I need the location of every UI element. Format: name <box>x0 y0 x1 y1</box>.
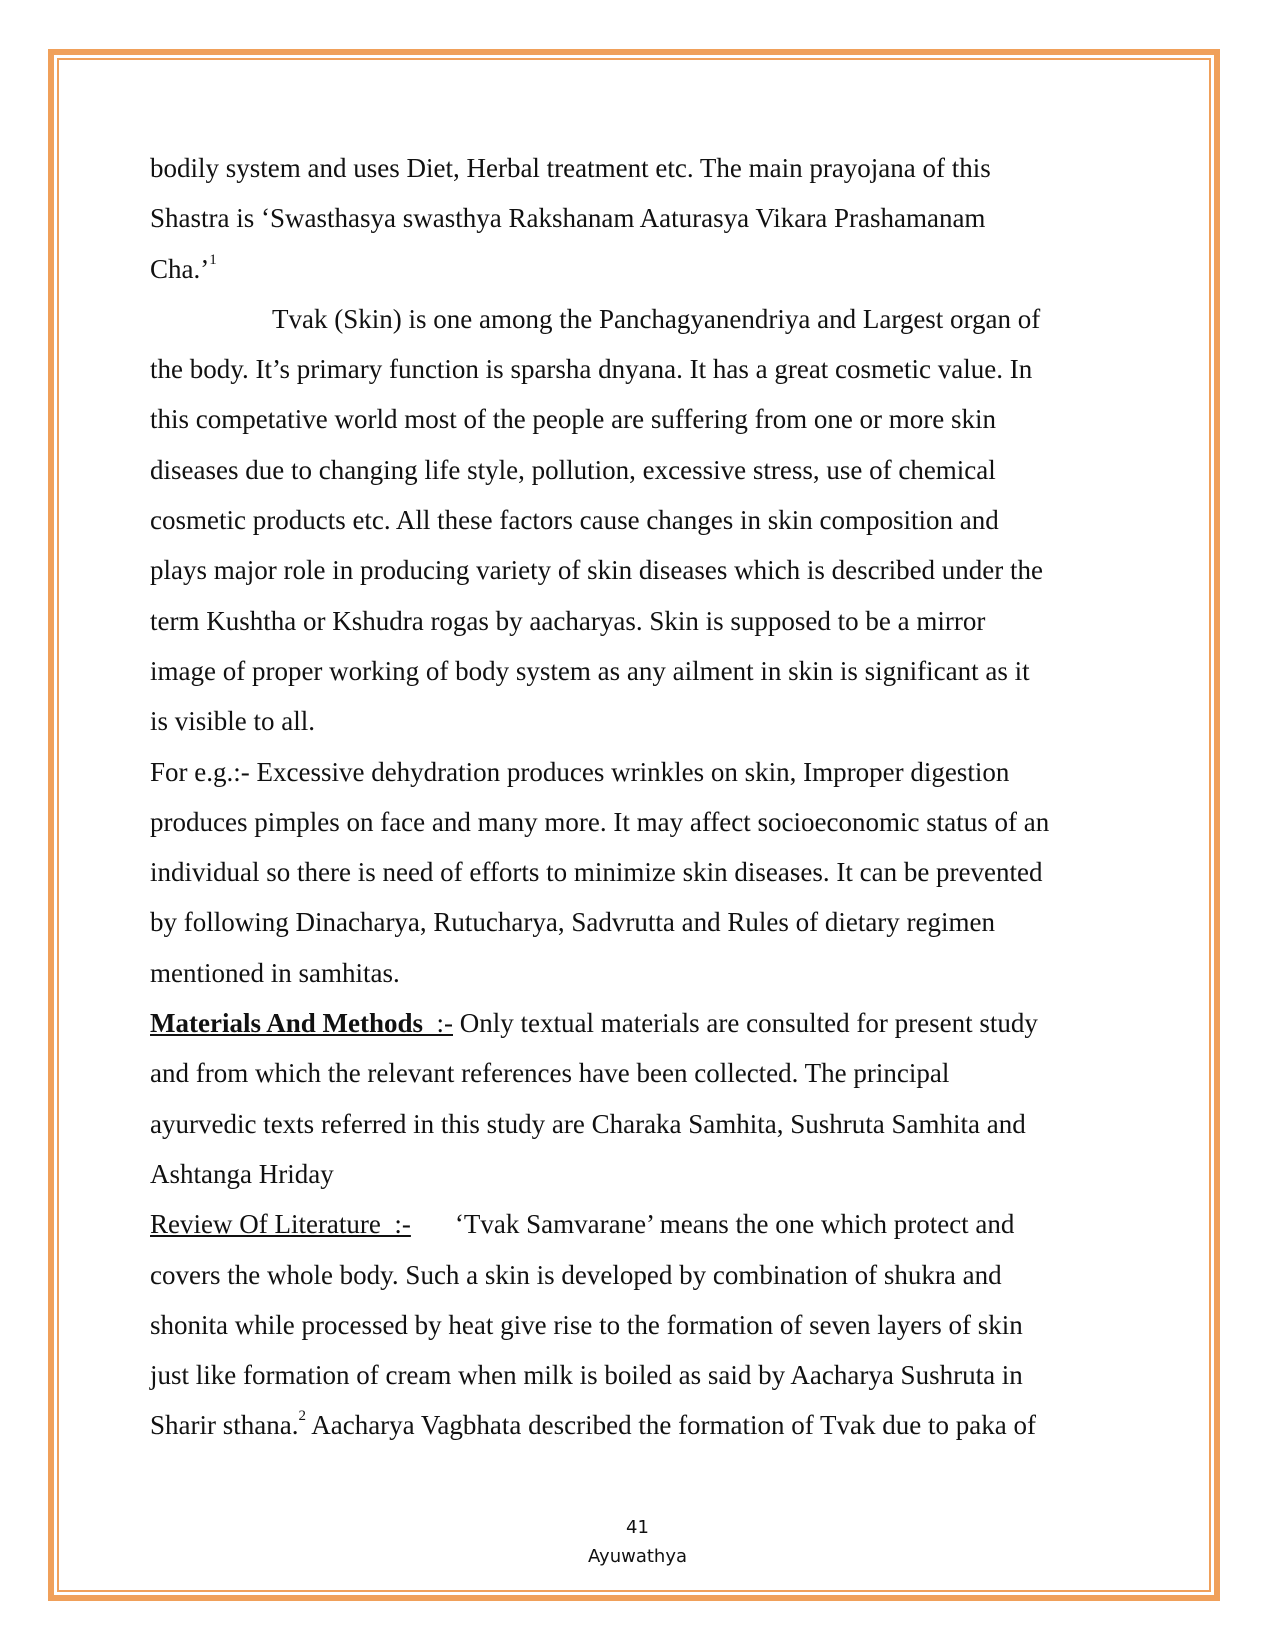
body-line <box>150 1199 1130 1249</box>
body-line: and from which the relevant references have been collected. The principal <box>150 1058 950 1089</box>
body-text: Cha.’ <box>150 253 210 284</box>
body-line: mentioned in samhitas. <box>150 957 400 988</box>
body-text: Aacharya Vagbhata described the formation of Tvak due to paka of <box>305 1410 1036 1441</box>
body-line: For e.g.:- Excessive dehydration produces wrinkles on skin, Improper digestion <box>150 756 1010 787</box>
document-body <box>150 143 1130 1451</box>
body-line: the body. It’s primary function is sparsha dnyana. It has a great cosmetic value. In <box>150 354 1033 385</box>
body-line <box>150 1400 1130 1450</box>
heading-suffix: :- <box>423 1008 453 1039</box>
review-literature-heading: Review Of Literature :- <box>150 1209 411 1240</box>
body-line <box>150 998 1130 1048</box>
body-line: plays major role in producing variety of skin diseases which is described under the <box>150 555 1044 586</box>
body-line <box>150 244 1130 294</box>
page-number: 41 <box>626 1517 649 1538</box>
body-line: Ashtanga Hriday <box>150 1158 334 1189</box>
body-line: bodily system and uses Diet, Herbal treatment etc. The main prayojana of this <box>150 153 991 183</box>
body-line: ayurvedic texts referred in this study are Charaka Samhita, Sushruta Samhita and <box>150 1108 1026 1139</box>
heading-text: Materials And Methods <box>150 1008 423 1039</box>
footnote-ref: 1 <box>209 251 217 268</box>
body-line: image of proper working of body system as any ailment in skin is significant as it <box>150 655 1030 686</box>
paragraph-first-line: Tvak (Skin) is one among the Panchagyanendriya and Largest organ of <box>272 303 1041 334</box>
body-line: is visible to all. <box>150 706 315 737</box>
body-line: just like formation of cream when milk is boiled as said by Aacharya Sushruta in <box>150 1360 1023 1391</box>
body-text: Sharir sthana. <box>150 1410 299 1441</box>
body-line: covers the whole body. Such a skin is developed by combination of shukra and <box>150 1259 1002 1290</box>
body-text: Only textual materials are consulted for present study <box>453 1008 1038 1039</box>
journal-name: Ayuwathya <box>587 1546 688 1567</box>
body-line: individual so there is need of efforts to minimize skin diseases. It can be prevented <box>150 857 1043 888</box>
body-line: this competative world most of the people are suffering from one or more skin <box>150 404 997 435</box>
body-line: cosmetic products etc. All these factors cause changes in skin composition and <box>150 505 999 536</box>
footnote-ref: 2 <box>298 1408 306 1425</box>
body-line: Shastra is ‘Swasthasya swasthya Rakshanam Aaturasya Vikara Prashamanam <box>150 203 986 234</box>
body-line: shonita while processed by heat give rise to the formation of seven layers of skin <box>150 1309 1023 1340</box>
materials-methods-heading <box>150 1008 453 1038</box>
body-line: produces pimples on face and many more. It may affect socioeconomic status of an <box>150 806 1050 837</box>
body-text: ‘Tvak Samvarane’ means the one which protect and <box>454 1209 1015 1240</box>
body-line: by following Dinacharya, Rutucharya, Sadvrutta and Rules of dietary regimen <box>150 907 996 938</box>
body-line: diseases due to changing life style, pollution, excessive stress, use of chemical <box>150 454 996 485</box>
body-line: term Kushtha or Kshudra rogas by aacharyas. Skin is supposed to be a mirror <box>150 605 986 636</box>
